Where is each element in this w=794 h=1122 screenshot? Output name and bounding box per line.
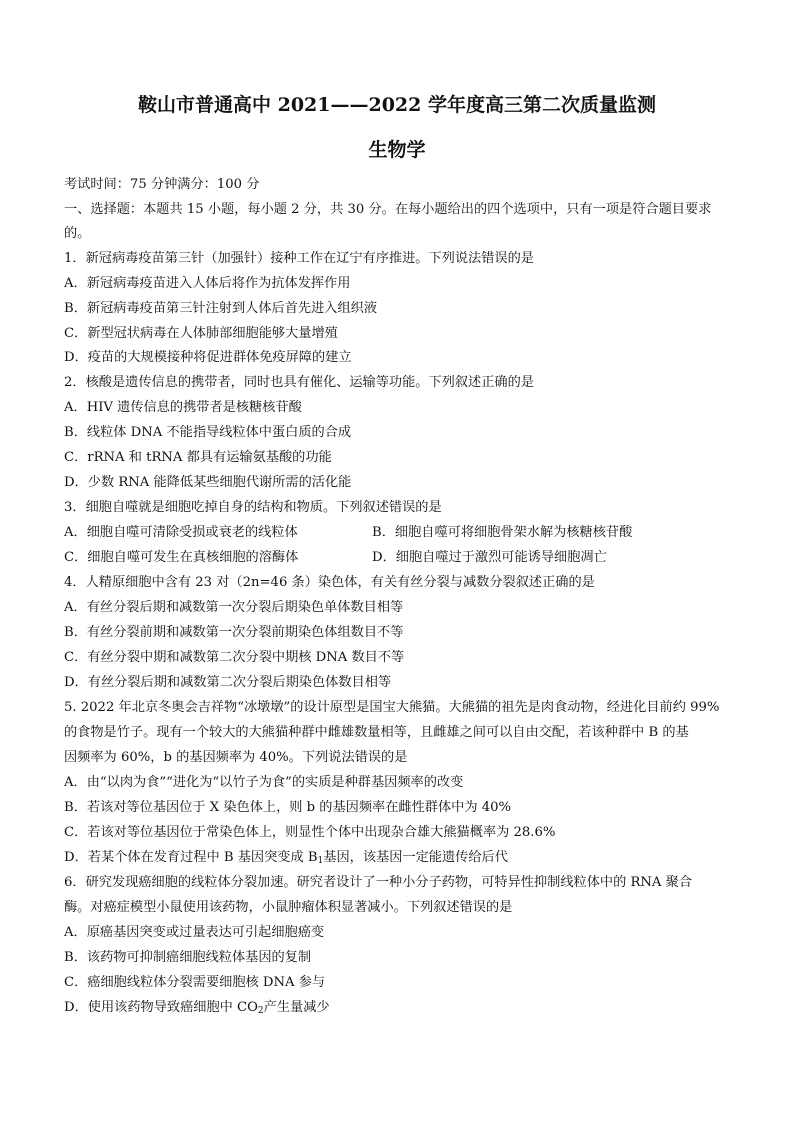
q6-option-d-text-end: 产生量减少 bbox=[263, 1000, 330, 1015]
q6-option-d bbox=[64, 999, 744, 1020]
q5-option-a: A．由“以肉为食”“进化为“以竹子为食”的实质是种群基因频率的改变 bbox=[64, 775, 464, 790]
q6-option-d-text: D．使用该药物导致癌细胞中 CO bbox=[64, 1000, 258, 1015]
exam-title: 鞍山市普通高中 2021——2022 学年度高三第二次质量监测 bbox=[138, 94, 656, 116]
q5-option-d-text-end: 基因，该基因一定能遗传给后代 bbox=[323, 850, 508, 865]
q3-option-c: C．细胞自噬可发生在真核细胞的溶酶体 bbox=[64, 550, 299, 565]
q3-option-b: B．细胞自噬可将细胞骨架水解为核糖核苷酸 bbox=[372, 525, 633, 540]
exam-info: 考试时间：75 分钟满分：100 分 bbox=[64, 177, 260, 192]
q2-option-a: A．HIV 遗传信息的携带者是核糖核苷酸 bbox=[64, 400, 302, 415]
q2-stem: 2．核酸是遗传信息的携带者，同时也具有催化、运输等功能。下列叙述正确的是 bbox=[64, 375, 534, 390]
q1-option-c: C．新型冠状病毒在人体肺部细胞能够大量增殖 bbox=[64, 326, 338, 341]
q4-option-a: A．有丝分裂后期和减数第一次分裂后期染色单体数目相等 bbox=[64, 600, 404, 615]
subject-title: 生物学 bbox=[368, 139, 426, 161]
q6-option-a: A．原癌基因突变或过量表达可引起细胞癌变 bbox=[64, 925, 325, 940]
q6-stem-line2: 酶。对癌症模型小鼠使用该药物，小鼠肿瘤体积显著减小。下列叙述错误的是 bbox=[64, 900, 513, 915]
q5-option-c: C．若该对等位基因位于常染色体上，则显性个体中出现杂合雄大熊猫概率为 28.6% bbox=[64, 825, 556, 840]
q3-option-a: A．细胞自噬可清除受损或衰老的线粒体 bbox=[64, 525, 298, 540]
q6-option-c: C．癌细胞线粒体分裂需要细胞核 DNA 参与 bbox=[64, 975, 326, 990]
q5-stem-line1: 5. 2022 年北京冬奥会吉祥物“冰墩墩”的设计原型是国宝大熊猫。大熊猫的祖先是肉食动物，经进化目前约 99% bbox=[64, 700, 720, 715]
q6-option-d-subscript: 2 bbox=[257, 1006, 264, 1016]
q4-option-b: B．有丝分裂前期和减数第一次分裂前期染色体组数目不等 bbox=[64, 625, 404, 640]
q2-option-c: C．rRNA 和 tRNA 都具有运输氨基酸的功能 bbox=[64, 450, 332, 465]
q6-stem-line1: 6．研究发现癌细胞的线粒体分裂加速。研究者设计了一种小分子药物，可特异性抑制线粒体中的 RNA 聚合 bbox=[64, 875, 693, 890]
q2-option-b: B．线粒体 DNA 不能指导线粒体中蛋白质的合成 bbox=[64, 425, 352, 440]
q2-option-d: D．少数 RNA 能降低某些细胞代谢所需的活化能 bbox=[64, 475, 352, 490]
q5-stem-line2: 的食物是竹子。现有一个较大的大熊猫种群中雌雄数量相等，且雌雄之间可以自由交配，若该种群中 B 的基 bbox=[64, 725, 689, 740]
section-heading: 一、选择题：本题共 15 小题，每小题 2 分，共 30 分。在每小题给出的四个选项中，只有一项是符合题目要求 bbox=[64, 202, 712, 217]
q3-stem: 3．细胞自噬就是细胞吃掉自身的结构和物质。下列叙述错误的是 bbox=[64, 500, 442, 515]
q1-option-a: A．新冠病毒疫苗进入人体后将作为抗体发挥作用 bbox=[64, 276, 351, 291]
q1-option-b: B．新冠病毒疫苗第三针注射到人体后首先进入组织液 bbox=[64, 301, 378, 316]
q5-option-d-subscript: 1 bbox=[317, 856, 324, 866]
q5-option-b: B．若该对等位基因位于 X 染色体上，则 b 的基因频率在雌性群体中为 40% bbox=[64, 800, 512, 815]
q5-option-d bbox=[64, 849, 744, 870]
q1-option-d: D．疫苗的大规模接种将促进群体免疫屏障的建立 bbox=[64, 350, 352, 365]
q3-option-d: D．细胞自噬过于激烈可能诱导细胞凋亡 bbox=[372, 550, 607, 565]
q6-option-b: B．该药物可抑制癌细胞线粒体基因的复制 bbox=[64, 950, 312, 965]
q4-option-d: D．有丝分裂后期和减数第二次分裂后期染色体数目相等 bbox=[64, 675, 392, 690]
q5-stem-line3: 因频率为 60%，b 的基因频率为 40%。下列说法错误的是 bbox=[64, 750, 408, 765]
q1-stem: 1．新冠病毒疫苗第三针（加强针）接种工作在辽宁有序推进。下列说法错误的是 bbox=[64, 251, 534, 266]
q4-stem: 4．人精原细胞中含有 23 对（2n=46 条）染色体，有关有丝分裂与减数分裂叙述正确的是 bbox=[64, 575, 595, 590]
q4-option-c: C．有丝分裂中期和减数第二次分裂中期核 DNA 数目不等 bbox=[64, 650, 405, 665]
section-heading-cont: 的。 bbox=[64, 226, 91, 241]
q5-option-d-text: D．若某个体在发育过程中 B 基因突变成 B bbox=[64, 850, 318, 865]
